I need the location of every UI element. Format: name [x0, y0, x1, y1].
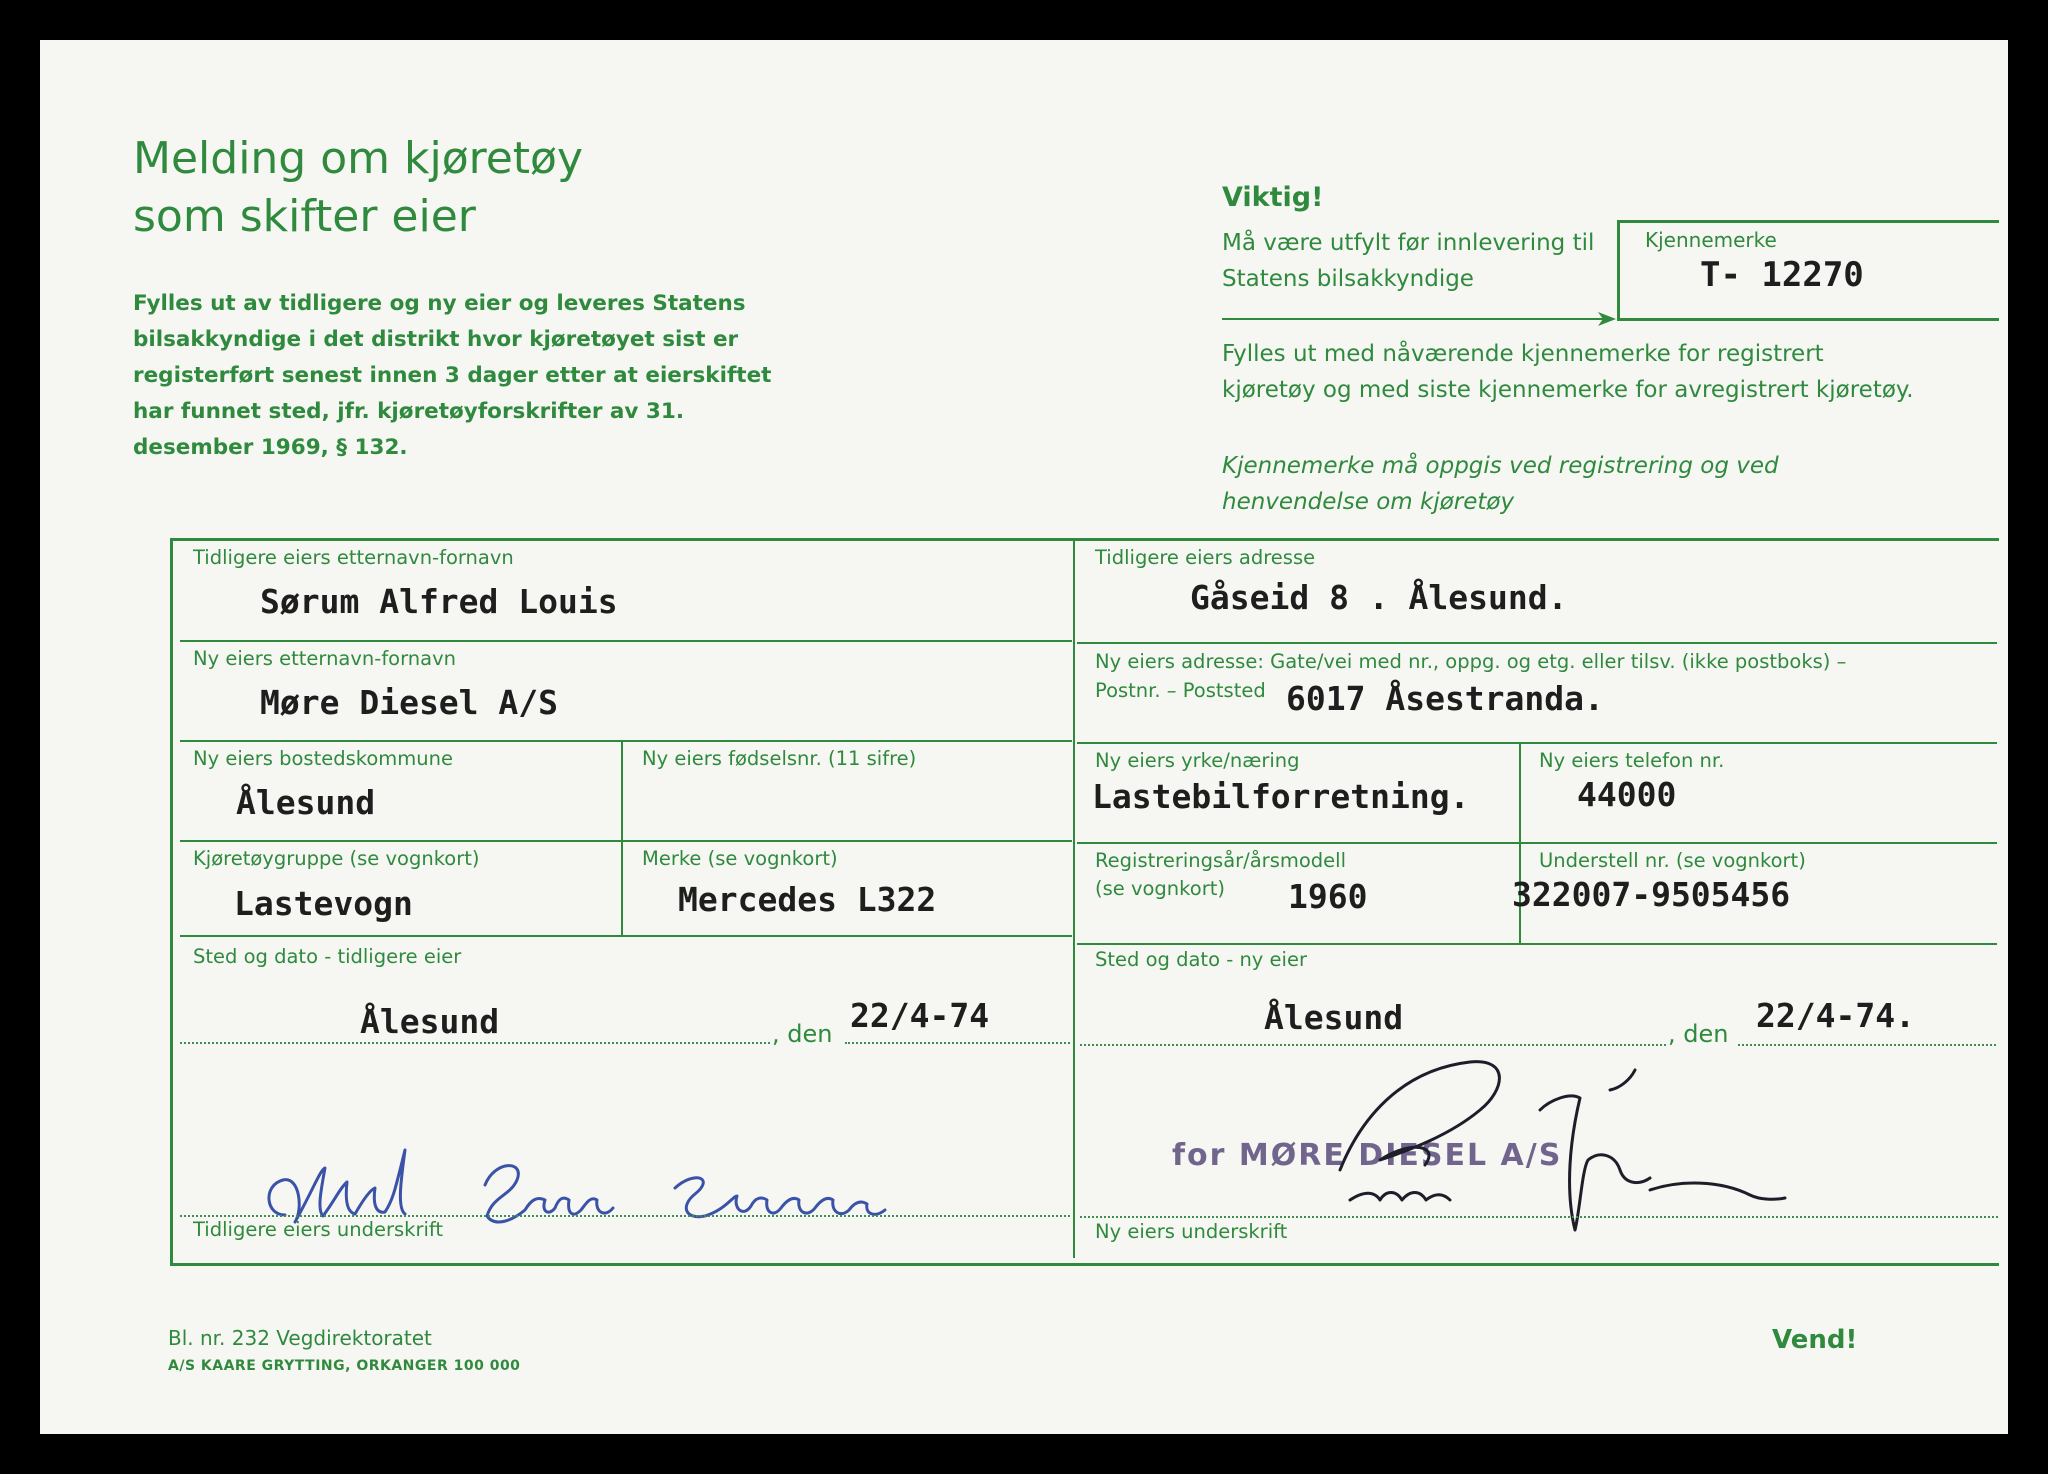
phone-value[interactable]: 44000: [1577, 775, 1677, 814]
den-new-label: , den: [1668, 1020, 1729, 1048]
kjennemerke-box-left: [1617, 220, 1620, 320]
new-owner-address-label-2: Postnr. – Poststed: [1095, 679, 1266, 702]
row-line-l2: [180, 740, 1072, 742]
occupation-value[interactable]: Lastebilforretning.: [1092, 777, 1470, 816]
row-line-l4: [180, 935, 1072, 937]
new-owner-name-value[interactable]: Møre Diesel A/S: [260, 683, 559, 722]
municipality-value[interactable]: Ålesund: [236, 783, 376, 822]
prev-owner-name-label: Tidligere eiers etternavn-fornavn: [193, 546, 514, 569]
date-prev-dotted-line: [845, 1042, 1070, 1044]
date-new-value[interactable]: 22/4-74.: [1756, 996, 1915, 1035]
reg-year-value[interactable]: 1960: [1288, 877, 1368, 916]
occupation-label: Ny eiers yrke/næring: [1095, 749, 1300, 772]
viktig-heading: Viktig!: [1222, 182, 1324, 213]
company-stamp-text: for MØRE DIESEL A/S: [1172, 1138, 1563, 1173]
new-owner-address-label: Ny eiers adresse: Gate/vei med nr., oppg. og etg. eller tilsv. (ikke postboks) –: [1095, 650, 1847, 673]
arrow-line: [1222, 318, 1612, 320]
chassis-value[interactable]: 322007-9505456: [1512, 875, 1791, 914]
make-label: Merke (se vognkort): [642, 847, 838, 870]
footer-printer: A/S KAARE GRYTTING, ORKANGER 100 000: [168, 1358, 521, 1374]
prev-owner-name-value[interactable]: Sørum Alfred Louis: [260, 582, 618, 621]
place-new-value[interactable]: Ålesund: [1264, 998, 1404, 1037]
vehicle-group-value[interactable]: Lastevogn: [234, 884, 413, 923]
den-prev-label: , den: [772, 1020, 833, 1048]
form-left-border: [170, 538, 173, 1266]
form-center-divider: [1073, 538, 1075, 1258]
signature-new-dotted-line: [1080, 1216, 1998, 1218]
row-line-r3: [1077, 842, 1997, 844]
vehicle-group-label: Kjøretøygruppe (se vognkort): [193, 847, 480, 870]
form-title: [133, 130, 583, 246]
place-prev-value[interactable]: Ålesund: [360, 1002, 500, 1041]
kjennemerke-label: Kjennemerke: [1645, 228, 1777, 252]
prev-owner-address-value[interactable]: Gåseid 8 . Ålesund.: [1190, 578, 1568, 617]
row-line-l3: [180, 840, 1072, 842]
signature-new-label: Ny eiers underskrift: [1095, 1220, 1288, 1243]
fill-note-italic: Kjennemerke må oppgis ved registrering og ved henvendelse om kjøretøy: [1222, 453, 1779, 515]
vend-label: Vend!: [1772, 1325, 1858, 1355]
reg-year-label: Registreringsår/årsmodell: [1095, 849, 1346, 872]
viktig-text: Må være utfylt før innlevering til Statens bilsakkyndige: [1222, 230, 1595, 292]
kjennemerke-box-top: [1617, 220, 1999, 223]
prev-owner-address-label: Tidligere eiers adresse: [1095, 546, 1316, 569]
make-value[interactable]: Mercedes L322: [678, 880, 937, 919]
row-line-r2: [1077, 742, 1997, 744]
instructions-text: Fylles ut av tidligere og ny eier og leveres Statens bilsakkyndige i det distrikt hvor kjøretøyet sist er registerført senest innen 3 dager etter at eierskiftet har funnet sted, jfr. kjøretøyforskrifter av 31. desember 1969, § 132.: [133, 291, 772, 460]
arrow-head-icon: [1598, 310, 1618, 328]
new-owner-address-value[interactable]: 6017 Åsestranda.: [1286, 679, 1604, 718]
date-new-dotted-line: [1738, 1044, 1996, 1046]
birth-number-label: Ny eiers fødselsnr. (11 sifre): [642, 747, 917, 770]
municipality-label: Ny eiers bostedskommune: [193, 747, 453, 770]
new-owner-name-label: Ny eiers etternavn-fornavn: [193, 647, 456, 670]
place-new-dotted-line: [1080, 1044, 1666, 1046]
fill-note: Fylles ut med nåværende kjennemerke for registrert kjøretøy og med siste kjennemerke for avregistrert kjøretøy.: [1222, 341, 1914, 403]
form-bottom-border: [170, 1263, 1999, 1266]
title-line-1: Melding om kjøretøy: [133, 133, 584, 184]
row-line-r1: [1077, 642, 1997, 644]
footer-form-number: Bl. nr. 232 Vegdirektoratet: [168, 1326, 432, 1350]
place-date-new-label: Sted og dato - ny eier: [1095, 948, 1307, 971]
kjennemerke-value: T- 12270: [1700, 255, 1864, 295]
signature-prev-label: Tidligere eiers underskrift: [193, 1218, 444, 1241]
row-line-r4: [1077, 943, 1997, 945]
phone-label: Ny eiers telefon nr.: [1539, 749, 1725, 772]
row-line-l1: [180, 640, 1072, 642]
title-line-2: som skifter eier: [133, 191, 476, 242]
form-top-border: [170, 538, 1999, 541]
chassis-label: Understell nr. (se vognkort): [1539, 849, 1806, 872]
reg-year-label-2: (se vognkort): [1095, 877, 1225, 900]
place-date-prev-label: Sted og dato - tidligere eier: [193, 945, 462, 968]
date-prev-value[interactable]: 22/4-74: [850, 996, 990, 1035]
kjennemerke-box-bottom: [1617, 318, 1999, 321]
signature-prev-dotted-line: [180, 1215, 1070, 1217]
signature-new-handwriting: [1320, 1050, 1800, 1240]
place-prev-dotted-line: [180, 1042, 770, 1044]
col-line-l: [621, 742, 623, 935]
